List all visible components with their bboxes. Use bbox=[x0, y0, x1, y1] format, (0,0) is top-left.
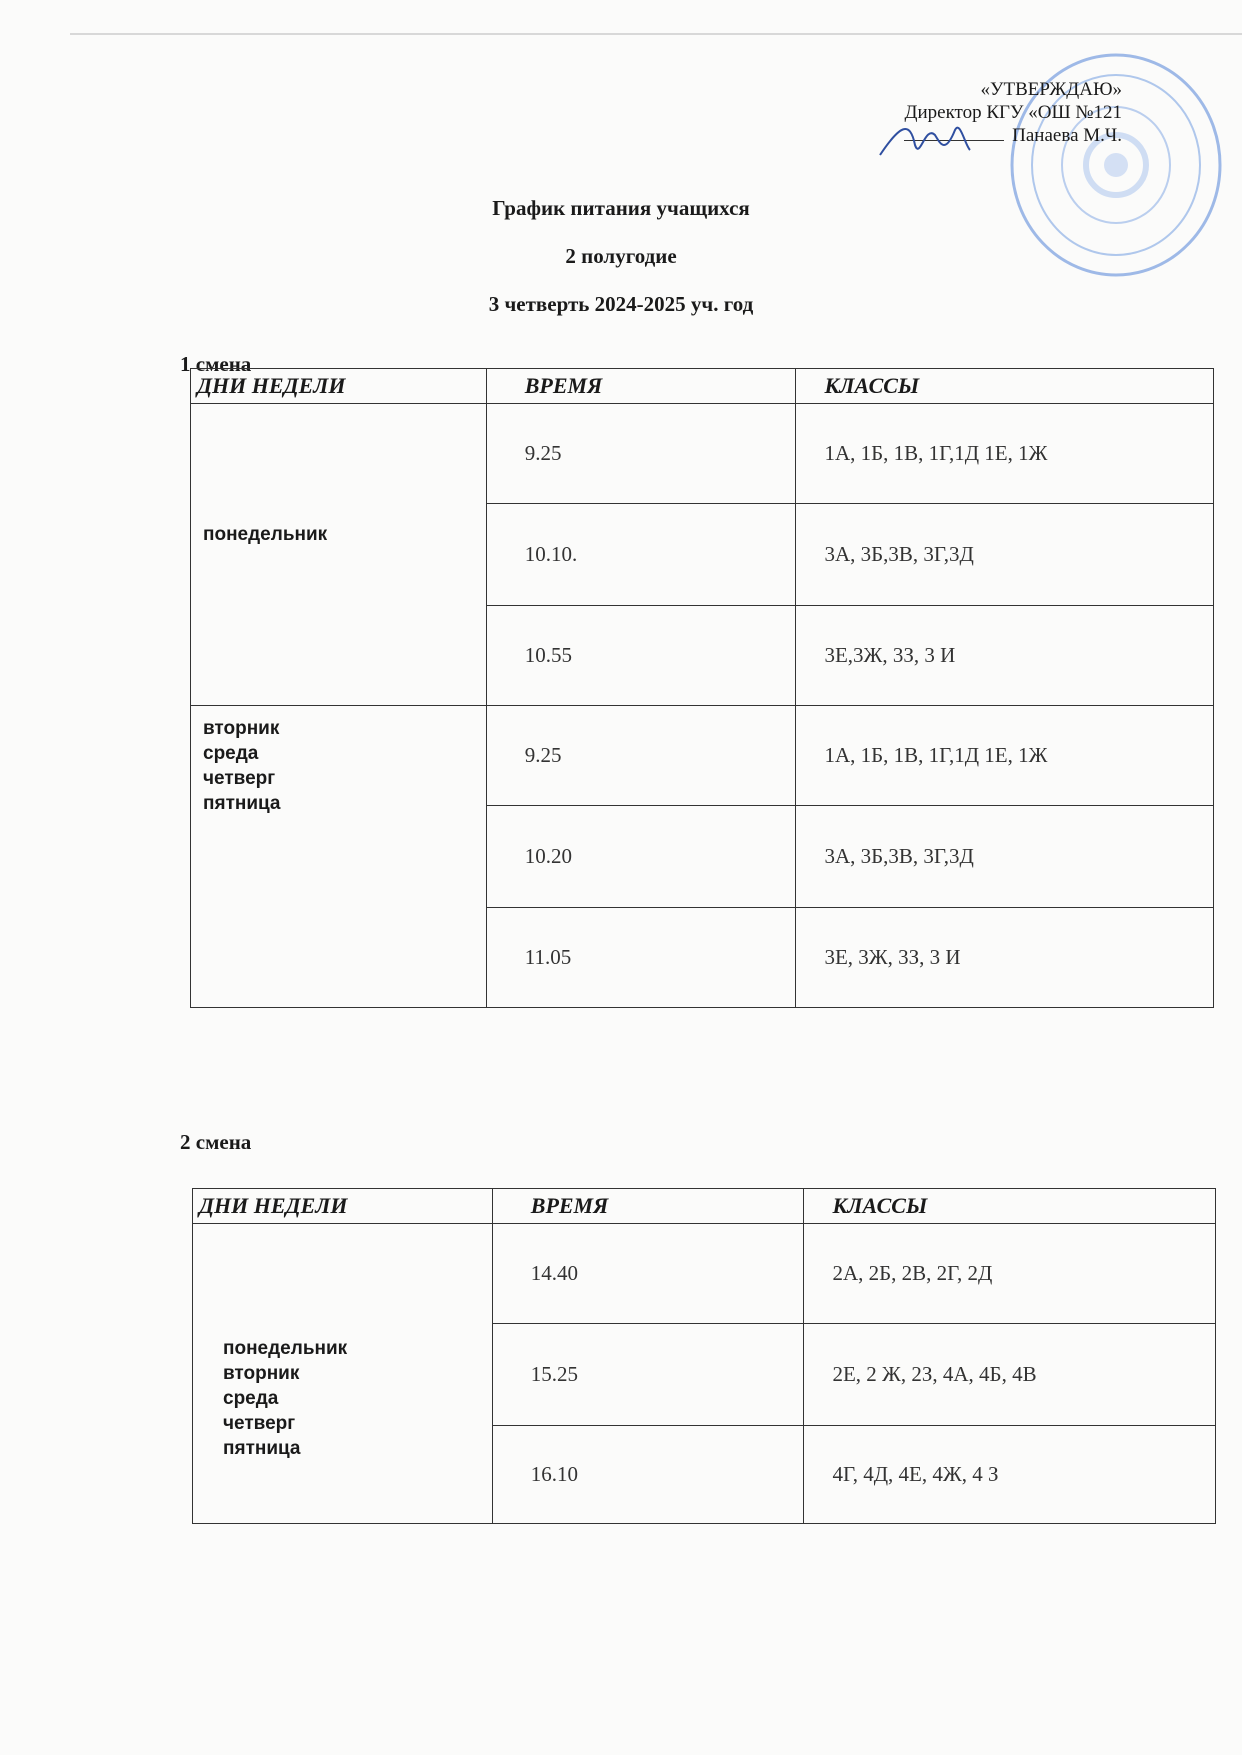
table-header-row bbox=[193, 1189, 1216, 1224]
classes-cell: 3А, 3Б,3В, 3Г,3Д bbox=[796, 504, 1214, 606]
header-time: ВРЕМЯ bbox=[492, 1189, 804, 1224]
document-title: График питания учащихся bbox=[492, 196, 750, 220]
signature-icon bbox=[870, 115, 980, 165]
time-cell: 11.05 bbox=[486, 908, 796, 1008]
day-label: среда bbox=[223, 1388, 279, 1409]
day-label: пятница bbox=[223, 1438, 301, 1459]
classes-cell: 1А, 1Б, 1В, 1Г,1Д 1Е, 1Ж bbox=[796, 706, 1214, 806]
table-row bbox=[191, 706, 1214, 806]
time-cell: 10.10. bbox=[486, 504, 796, 606]
approval-heading: «УТВЕРЖДАЮ» bbox=[980, 79, 1122, 100]
days-cell bbox=[193, 1224, 493, 1524]
day-label: понедельник bbox=[223, 1338, 348, 1359]
day-label: четверг bbox=[223, 1413, 296, 1434]
days-cell bbox=[191, 404, 487, 706]
document-subtitle-semester: 2 полугодие bbox=[565, 244, 677, 268]
time-cell: 10.20 bbox=[486, 806, 796, 908]
shift-1-table bbox=[190, 368, 1214, 1008]
time-cell: 9.25 bbox=[486, 404, 796, 504]
time-cell: 9.25 bbox=[486, 706, 796, 806]
classes-cell: 3Е,3Ж, 3З, 3 И bbox=[796, 606, 1214, 706]
document-subtitle-quarter: 3 четверть 2024-2025 уч. год bbox=[488, 292, 754, 316]
time-cell: 15.25 bbox=[492, 1324, 804, 1426]
day-label: вторник bbox=[223, 1363, 300, 1384]
shift-1-label: 1 смена bbox=[180, 352, 252, 376]
header-classes: КЛАССЫ bbox=[796, 369, 1214, 404]
classes-cell: 3А, 3Б,3В, 3Г,3Д bbox=[796, 806, 1214, 908]
header-days: ДНИ НЕДЕЛИ bbox=[191, 369, 487, 404]
day-label: среда bbox=[203, 743, 259, 764]
time-cell: 10.55 bbox=[486, 606, 796, 706]
day-label: пятница bbox=[203, 793, 281, 814]
header-time: ВРЕМЯ bbox=[486, 369, 796, 404]
table-row bbox=[193, 1224, 1216, 1324]
approval-position: Директор КГУ «ОШ №121 bbox=[904, 102, 1122, 123]
day-label: вторник bbox=[203, 718, 280, 739]
table-header-row bbox=[191, 369, 1214, 404]
header-days: ДНИ НЕДЕЛИ bbox=[193, 1189, 493, 1224]
classes-cell: 2А, 2Б, 2В, 2Г, 2Д bbox=[804, 1224, 1216, 1324]
time-cell: 14.40 bbox=[492, 1224, 804, 1324]
time-cell: 16.10 bbox=[492, 1426, 804, 1524]
page-edge bbox=[70, 33, 1242, 35]
classes-cell: 4Г, 4Д, 4Е, 4Ж, 4 З bbox=[804, 1426, 1216, 1524]
shift-2-label: 2 смена bbox=[180, 1130, 252, 1154]
classes-cell: 3Е, 3Ж, 3З, 3 И bbox=[796, 908, 1214, 1008]
shift-2-table bbox=[192, 1188, 1216, 1524]
header-classes: КЛАССЫ bbox=[804, 1189, 1216, 1224]
days-cell bbox=[191, 706, 487, 1008]
day-label: четверг bbox=[203, 768, 276, 789]
day-label: понедельник bbox=[203, 524, 328, 545]
approval-name: Панаева М.Ч. bbox=[1012, 125, 1122, 146]
table-row bbox=[191, 404, 1214, 504]
classes-cell: 1А, 1Б, 1В, 1Г,1Д 1Е, 1Ж bbox=[796, 404, 1214, 504]
classes-cell: 2Е, 2 Ж, 2З, 4А, 4Б, 4В bbox=[804, 1324, 1216, 1426]
